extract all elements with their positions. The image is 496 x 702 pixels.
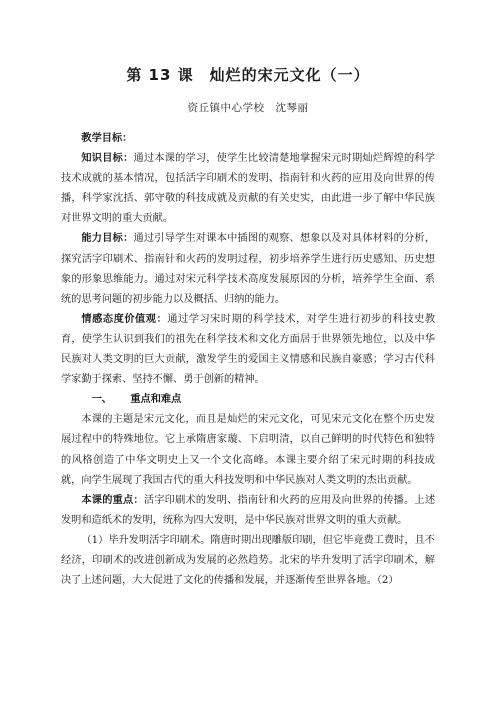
knowledge-objective-text: 通过本课的学习，使学生比较清楚地掌握宋元时期灿烂辉煌的科学技术成就的基本情况，包括活字印刷术的发明、指南针和火药的应用及向世界的传播，科学家沈括、郭守敬的科技成就及贡献的有关史实，由此进一步了解中华民族对世界文明的重大贡献。 bbox=[61, 153, 436, 225]
document-body bbox=[61, 129, 435, 591]
attitude-objective-text: 通过学习宋时期的科学技术，对学生进行初步的科技史教育，使学生认识到我们的祖先在科学技术和文化方面居于世界领先地位，以及中华民族对人类文明的巨大贡献，激发学生的爱国主义情感和民族自豪感；学习古代科学家勤于探索、坚持不懈、勇于创新的精神。 bbox=[61, 313, 436, 386]
section-title: 重点和难点 bbox=[130, 394, 182, 406]
attitude-objective-label: 情感态度价值观： bbox=[81, 313, 168, 325]
printing-paragraph: （1）毕升发明活字印刷术。隋唐时期出现雕版印刷，但它毕竟费工费时，且不经济，印刷术的改进创新成为发展的必然趋势。北宋的毕升发明了活字印刷术，解决了上述问题，大大促进了文化的传播和发展，并逐渐传至世界各地。（2） bbox=[61, 534, 435, 587]
ability-objective-paragraph bbox=[61, 229, 435, 309]
key-points-text: 活字印刷术的发明、指南针和火药的应用及向世界的传播。上述发明和造纸术的发明，统称为四大发明，是中华民族对世界文明的重大贡献。 bbox=[61, 494, 436, 526]
objectives-heading: 教学目标： bbox=[81, 133, 133, 144]
key-points-label: 本课的重点： bbox=[81, 494, 144, 506]
intro-paragraph: 本课的主题是宋元文化，而且是灿烂的宋元文化，可见宋元文化在整个历史发展过程中的特殊地位。它上承隋唐家璇、下启明清，以自己鲜明的时代特色和独特的风格创造了中华文明史上又一个文化高峰。本课主要介绍了宋元时期的科技成就，向学生展现了我国古代的重大科技发明和中华民族对人类文明的杰出贡献。 bbox=[61, 414, 435, 486]
key-points-paragraph bbox=[61, 491, 435, 531]
author-line: 资丘镇中心学校 沈琴丽 bbox=[187, 102, 309, 114]
knowledge-objective-paragraph bbox=[61, 149, 435, 229]
knowledge-objective-label: 知识目标： bbox=[81, 153, 134, 165]
attitude-objective-paragraph bbox=[61, 310, 435, 390]
section-heading-key-and-difficult bbox=[61, 390, 435, 410]
ability-objective-label: 能力目标： bbox=[81, 233, 134, 245]
ability-objective-text: 通过引导学生对课本中插图的观察、想象以及对具体材料的分析，探究活字印刷术、指南针和火药的发明过程，初步培养学生进行历史感知、历史想象的形象思维能力。通过对宋元科学技术高度发展原因的分析，培养学生全面、系统的思考问题的初步能力以及概括、归纳的能力。 bbox=[61, 233, 436, 305]
document-title: 第 13 课 灿烂的宋元文化（一） bbox=[126, 66, 370, 84]
section-number: 一、 bbox=[91, 394, 112, 406]
